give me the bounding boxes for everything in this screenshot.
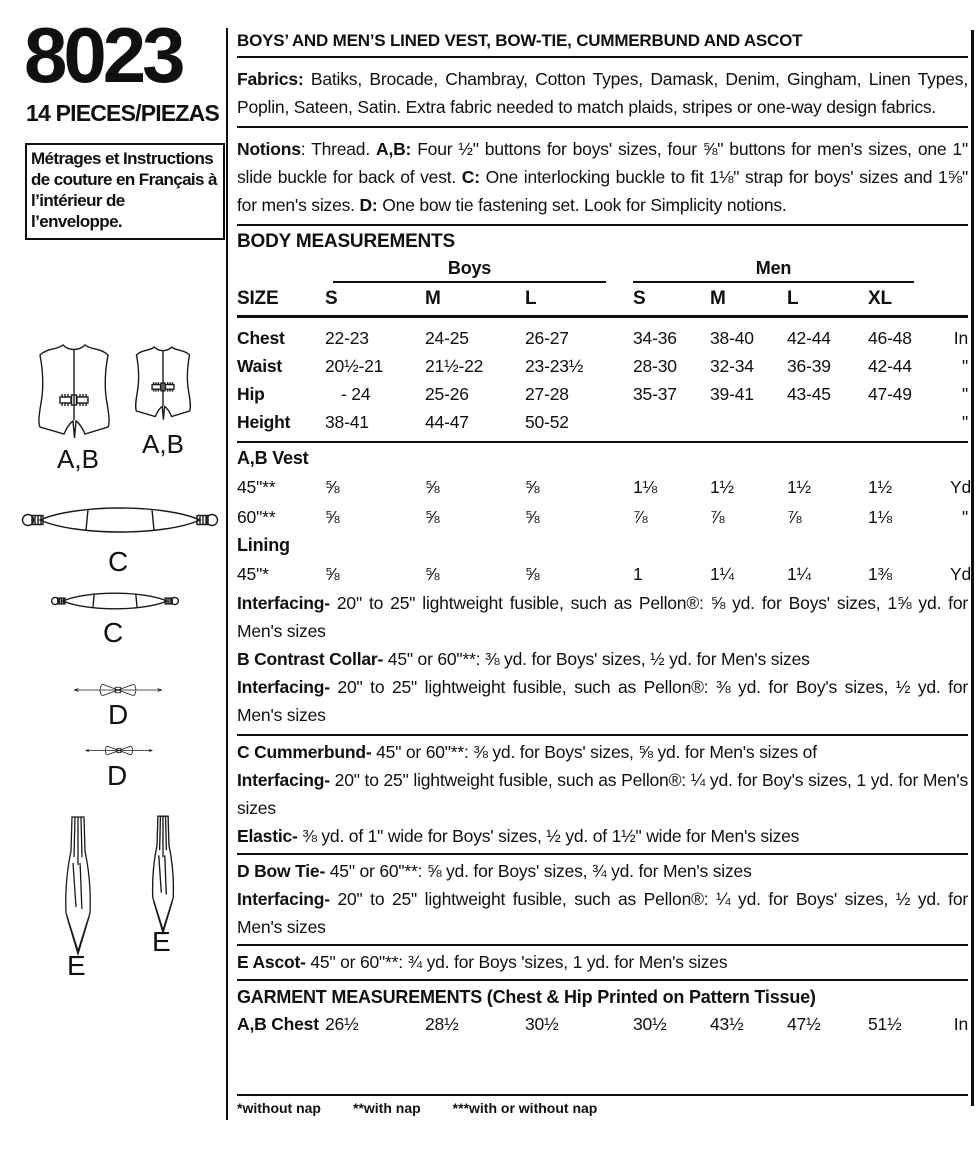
cell: 30½	[525, 1014, 559, 1034]
row-label: Waist	[237, 356, 283, 376]
table-row-vest-60	[237, 502, 968, 532]
cell: 42-44	[787, 328, 831, 348]
elastic-note: Elastic- ⅜ yd. of 1" wide for Boys' sizes, ½ yd. of 1½" wide for Men's sizes	[237, 826, 800, 846]
cell: 1⅛	[868, 507, 892, 527]
cell: 35-37	[633, 384, 677, 404]
lining-section-heading: Lining	[237, 535, 290, 555]
cummerbund-illustration-large	[20, 500, 220, 540]
footnote-with-nap: **with nap	[353, 1100, 421, 1116]
row-label: 45"**	[237, 477, 276, 497]
cell: 27-28	[525, 384, 569, 404]
french-note-line: l’enveloppe.	[31, 212, 123, 231]
table-row-waist	[237, 352, 968, 380]
cell: ⅝	[525, 564, 540, 584]
cell: 21½-22	[425, 356, 484, 376]
cell: ⅝	[325, 564, 340, 584]
interfacing-cummerbund-note: Interfacing- 20" to 25" lightweight fusible, such as Pellon®: ¼ yd. for Boy's sizes, 1 yd. for Men's sizes	[237, 770, 968, 818]
size-header-row	[237, 283, 968, 315]
interfacing-bowtie-note: Interfacing- 20" to 25" lightweight fusible, such as Pellon®: ¼ yd. for Boys' sizes, ½ yd. for Men's sizes	[237, 889, 968, 937]
vest-label-small: A,B	[142, 429, 184, 459]
french-note-box	[25, 143, 225, 240]
cell: 38-41	[325, 412, 369, 432]
cell: ⅝	[525, 477, 540, 497]
garment-measurements-heading: GARMENT MEASUREMENTS (Chest & Hip Printed on Pattern Tissue)	[237, 987, 816, 1007]
cell: 46-48	[868, 328, 912, 348]
ascot-note: E Ascot- 45" or 60"**: ¾ yd. for Boys 'sizes, 1 yd. for Men's sizes	[237, 952, 728, 972]
cell: 38-40	[710, 328, 754, 348]
interfacing-vest-note: Interfacing- 20" to 25" lightweight fusible, such as Pellon®: ⅝ yd. for Boys' sizes, 1⅝ yd. for Men's sizes	[237, 593, 968, 641]
unit-cell: Yd	[950, 477, 972, 497]
cell: 34-36	[633, 328, 677, 348]
unit-cell: In	[953, 1014, 968, 1034]
unit-cell: Yd	[950, 564, 972, 584]
cell: ⅝	[425, 477, 440, 497]
cell: 32-34	[710, 356, 754, 376]
cell: 28-30	[633, 356, 677, 376]
table-row-height	[237, 408, 968, 436]
table-row-lining-45	[237, 559, 972, 589]
vest-back-illustration-large	[33, 341, 115, 441]
row-label: 45"*	[237, 564, 269, 584]
boys-group-header: Boys	[333, 255, 606, 283]
vest-label-large: A,B	[57, 444, 99, 474]
table-row-hip	[237, 380, 968, 408]
contrast-collar-note: B Contrast Collar- 45" or 60"**: ⅜ yd. for Boys' sizes, ½ yd. for Men's sizes	[237, 649, 810, 669]
ascot-illustration-small	[146, 814, 180, 934]
cummerbund-label-small: C	[103, 617, 124, 648]
cell: 1⅜	[868, 564, 892, 584]
cummerbund-label-large: C	[108, 546, 129, 577]
cell: 43½	[710, 1014, 744, 1034]
notions-paragraph: Notions: Thread. A,B: Four ½" buttons for boys' sizes, four ⅝" buttons for men's sizes, one 1" slide buckle for back of vest. C: One interlocking buckle to fit 1⅛" strap for boys' sizes and 1⅝" for men's sizes. D: One bow tie fastening set. Look for Simplicity notions.	[237, 139, 968, 215]
cell: 47½	[787, 1014, 821, 1034]
cell: 36-39	[787, 356, 831, 376]
cell: - 24	[341, 384, 371, 404]
cell: 43-45	[787, 384, 831, 404]
cell: 1½	[787, 477, 811, 497]
cummerbund-illustration-small	[50, 588, 180, 614]
unit-cell: In	[953, 328, 968, 348]
men-group-header: Men	[633, 255, 914, 283]
cell: 1	[633, 564, 643, 584]
footnotes-row	[237, 1096, 968, 1118]
pieces-count: 14 PIECES/PIEZAS	[26, 100, 219, 126]
cell: 44-47	[425, 412, 469, 432]
size-col: M	[710, 288, 726, 309]
cell: 1¼	[710, 564, 734, 584]
interfacing-collar-note: Interfacing- 20" to 25" lightweight fusible, such as Pellon®: ⅜ yd. for Boy's sizes, ½ yd. for Men's sizes	[237, 677, 968, 725]
size-col: XL	[868, 288, 892, 309]
french-note-line: l’intérieur de	[31, 191, 125, 210]
bowtie-label-small: D	[107, 760, 128, 791]
cell: 1¼	[787, 564, 811, 584]
cell: ⅝	[325, 477, 340, 497]
unit-cell: "	[961, 384, 968, 404]
body-measurements-heading: BODY MEASUREMENTS	[237, 231, 455, 252]
garment-description-title: BOYS’ AND MEN’S LINED VEST, BOW-TIE, CUMMERBUND AND ASCOT	[237, 31, 803, 50]
body-measurements-table	[237, 318, 968, 441]
bowtie-illustration-small	[84, 740, 154, 761]
vest-back-illustration-small	[131, 343, 195, 423]
unit-cell: "	[961, 356, 968, 376]
cell: 22-23	[325, 328, 369, 348]
table-row-chest	[237, 324, 968, 352]
footnote-with-or-without-nap: ***with or without nap	[452, 1100, 598, 1116]
cell: 25-26	[425, 384, 469, 404]
blank-space	[237, 1038, 968, 1094]
ascot-label-large: E	[67, 950, 86, 981]
row-label: 60"**	[237, 507, 276, 527]
size-col: S	[325, 288, 338, 309]
row-label: Chest	[237, 328, 285, 348]
cell: 51½	[868, 1014, 902, 1034]
table-row-garment-chest	[237, 1010, 968, 1038]
cell: ⅞	[710, 507, 725, 527]
vest-section-heading: A,B Vest	[237, 448, 309, 468]
unit-cell: "	[961, 412, 968, 432]
cell: 1⅛	[633, 477, 657, 497]
footnote-without-nap: *without nap	[237, 1100, 321, 1116]
cell: 20½-21	[325, 356, 384, 376]
pattern-number: 8023	[24, 11, 182, 99]
envelope-info-column	[237, 30, 972, 1118]
cummerbund-note: C Cummerbund- 45" or 60"**: ⅜ yd. for Boys' sizes, ⅝ yd. for Men's sizes of	[237, 742, 817, 762]
cell: 24-25	[425, 328, 469, 348]
ascot-illustration-large	[58, 813, 98, 957]
cell: ⅝	[425, 507, 440, 527]
panel-divider-line	[226, 28, 228, 1120]
cell: 1½	[710, 477, 734, 497]
unit-cell: "	[961, 507, 968, 527]
size-label: SIZE	[237, 288, 279, 309]
cell: ⅝	[425, 564, 440, 584]
size-col: M	[425, 288, 441, 309]
french-note-line: de couture en Français à	[31, 170, 217, 189]
row-label: Hip	[237, 384, 265, 404]
cell: 1½	[868, 477, 892, 497]
cell: 30½	[633, 1014, 667, 1034]
cell: 42-44	[868, 356, 912, 376]
right-edge-line	[971, 30, 974, 1106]
cell: ⅞	[633, 507, 648, 527]
cell: ⅞	[787, 507, 802, 527]
cell: 28½	[425, 1014, 459, 1034]
size-col: S	[633, 288, 646, 309]
row-label: A,B Chest	[237, 1014, 319, 1034]
bowtie-label-large: D	[108, 699, 129, 730]
size-group-header-row	[237, 255, 968, 283]
cell: 26-27	[525, 328, 569, 348]
cell: 47-49	[868, 384, 912, 404]
table-row-vest-45	[237, 472, 972, 502]
cell: 39-41	[710, 384, 754, 404]
bowtie-note: D Bow Tie- 45" or 60"**: ⅝ yd. for Boys' sizes, ¾ yd. for Men's sizes	[237, 861, 752, 881]
cell: 50-52	[525, 412, 569, 432]
cell: 23-23½	[525, 356, 584, 376]
cell: 26½	[325, 1014, 359, 1034]
cell: ⅝	[525, 507, 540, 527]
fabrics-paragraph: Fabrics: Batiks, Brocade, Chambray, Cotton Types, Damask, Denim, Gingham, Linen Types, Poplin, Sateen, Satin. Extra fabric needed to match plaids, stripes or one-way design fabrics.	[237, 69, 968, 117]
size-col: L	[787, 288, 799, 309]
ascot-label-small: E	[152, 926, 171, 957]
cell: ⅝	[325, 507, 340, 527]
size-col: L	[525, 288, 537, 309]
row-label: Height	[237, 412, 291, 432]
french-note-line: Métrages et Instructions	[31, 149, 214, 168]
